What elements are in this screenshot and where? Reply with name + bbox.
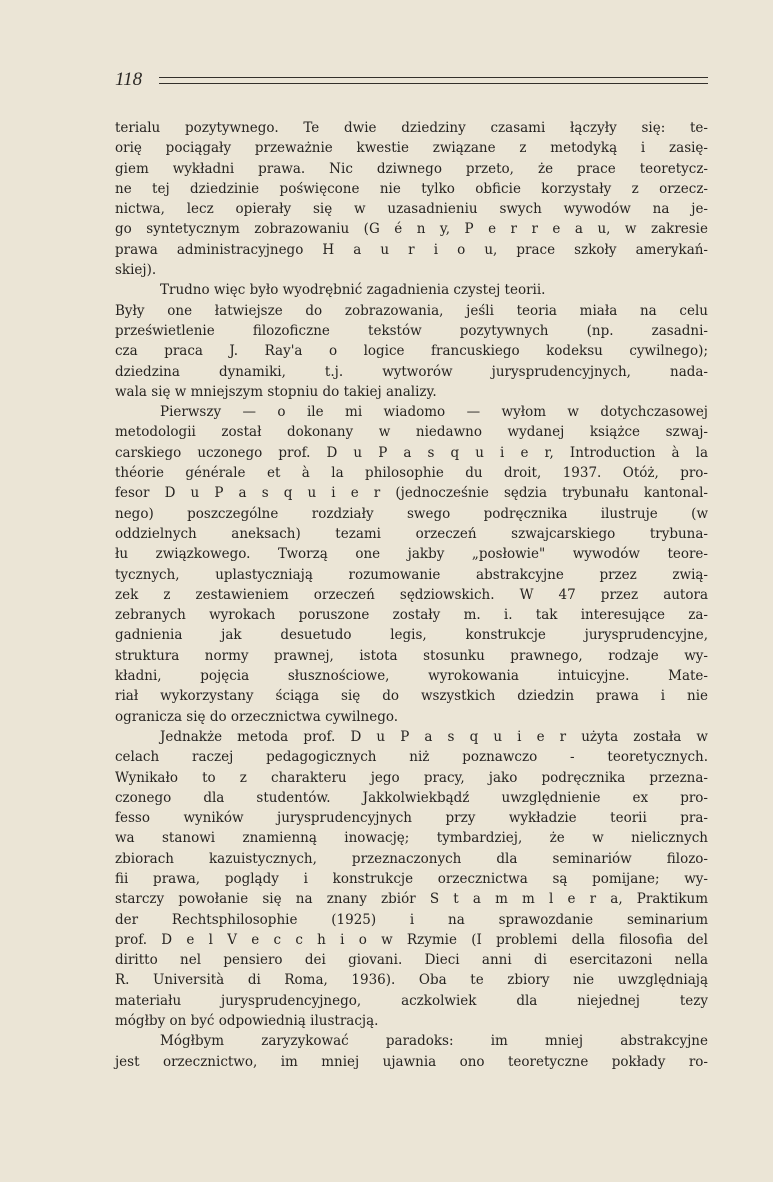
text-line: riał wykorzystany ściąga się do wszystkich dziedzin prawa i nie	[115, 688, 708, 705]
text-line: Mógłbym zaryzykować paradoks: im mniej abstrakcyjne	[160, 1033, 708, 1050]
text-line: prof. D e l V e c c h i o w Rzymie (I problemi della filosofia del	[115, 931, 708, 948]
text-line: Trudno więc było wyodrębnić zagadnienia czystej teorii.	[160, 282, 546, 299]
text-line: zbiorach kazuistycznych, przeznaczonych dla seminariów filozo-	[115, 850, 708, 867]
text-line: łu związkowego. Tworzą one jakby „posłowie" wywodów teore-	[115, 546, 708, 563]
text-line: diritto nel pensiero dei giovani. Dieci anni di esercitazoni nella	[115, 952, 708, 969]
text-line: Pierwszy — o ile mi wiadomo — wyłom w dotychczasowej	[160, 404, 708, 421]
text-line: prawa administracyjnego H a u r i o u, prace szkoły amerykań-	[115, 241, 708, 258]
text-line: kładni, pojęcia słusznościowe, wyrokowania intuicyjne. Mate-	[115, 668, 708, 685]
text-line: R. Università di Roma, 1936). Oba te zbiory nie uwzględniają	[115, 972, 708, 989]
text-line: zebranych wyrokach poruszone zostały m. i. tak interesujące za-	[115, 607, 708, 624]
text-line: skiej).	[115, 262, 157, 279]
text-line: metodologii został dokonany w niedawno wydanej książce szwaj-	[115, 424, 708, 441]
text-line: mógłby on być odpowiednią ilustracją.	[115, 1013, 379, 1030]
text-line: théorie générale et à la philosophie du droit, 1937. Otóż, pro-	[115, 465, 708, 482]
text-line: fesso wyników jurysprudencyjnych przy wykładzie teorii pra-	[115, 810, 708, 827]
text-line: cza praca J. Ray'a o logice francuskiego kodeksu cywilnego);	[115, 343, 708, 360]
text-line: jest orzecznictwo, im mniej ujawnia ono teoretyczne pokłady ro-	[115, 1053, 708, 1070]
text-line: zek z zestawieniem orzeczeń sędziowskich. W 47 przez autora	[115, 586, 708, 603]
header-double-rule	[159, 77, 708, 84]
text-line: fesor D u P a s q u i e r (jednocześnie sędzia trybunału kantonal-	[115, 485, 708, 502]
text-line: dziedzina dynamiki, t.j. wytworów jurysprudencyjnych, nada-	[115, 363, 708, 380]
text-line: ogranicza się do orzecznictwa cywilnego.	[115, 708, 399, 725]
text-line: celach raczej pedagogicznych niż poznawczo - teoretycznych.	[115, 749, 708, 766]
text-line: materiału jurysprudencyjnego, aczkolwiek dla niejednej tezy	[115, 992, 708, 1009]
text-line: fii prawa, poglądy i konstrukcje orzecznictwa są pomijane; wy-	[115, 870, 708, 887]
text-line: Jednakże metoda prof. D u P a s q u i e r użyta została w	[160, 728, 708, 745]
running-head	[115, 68, 708, 92]
text-line: oddzielnych aneksach) tezami orzeczeń szwajcarskiego trybuna-	[115, 525, 708, 542]
text-line: orię pociągały przeważnie kwestie związane z metodyką i zasię-	[115, 140, 708, 157]
text-line: Wynikało to z charakteru jego pracy, jako podręcznika przezna-	[115, 769, 708, 786]
text-line: der Rechtsphilosophie (1925) i na sprawozdanie seminarium	[115, 911, 708, 928]
text-line: gadnienia jak desuetudo legis, konstrukcje jurysprudencyjne,	[115, 627, 708, 644]
text-line: go syntetycznym zobrazowaniu (G é n y, P e r r e a u, w zakresie	[115, 221, 708, 238]
body-text	[115, 118, 708, 1072]
text-line: struktura normy prawnej, istota stosunku prawnego, rodzaje wy-	[115, 647, 708, 664]
text-line: prześwietlenie filozoficzne tekstów pozytywnych (np. zasadni-	[115, 322, 708, 339]
text-line: Były one łatwiejsze do zobrazowania, jeśli teoria miała na celu	[115, 302, 708, 319]
text-line: terialu pozytywnego. Te dwie dziedziny czasami łączyły się: te-	[115, 120, 708, 136]
text-line: carskiego uczonego prof. D u P a s q u i e r, Introduction à la	[115, 444, 708, 461]
text-line: wala się w mniejszym stopniu do takiej analizy.	[115, 383, 437, 400]
page-number: 118	[115, 69, 143, 90]
text-line: wa stanowi znamienną inowację; tymbardziej, że w nielicznych	[115, 830, 708, 847]
text-line: nictwa, lecz opierały się w uzasadnieniu swych wywodów na je-	[115, 201, 708, 218]
text-line: tycznych, uplastyczniają rozumowanie abstrakcyjne przez zwią-	[115, 566, 708, 583]
text-line: nego) poszczególne rozdziały swego podręcznika ilustruje (w	[115, 505, 708, 522]
text-line: starczy powołanie się na znany zbiór S t a m m l e r a, Praktikum	[115, 891, 708, 908]
text-line: giem wykładni prawa. Nic dziwnego przeto, że prace teoretycz-	[115, 160, 708, 177]
text-line: czonego dla studentów. Jakkolwiekbądź uwzględnienie ex pro-	[115, 789, 708, 806]
text-line: ne tej dziedzinie poświęcone nie tylko obficie korzystały z orzecz-	[115, 180, 708, 197]
